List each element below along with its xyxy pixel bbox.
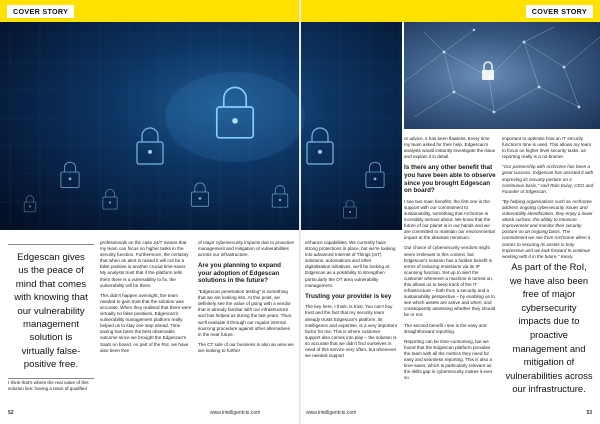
left-col4-para: enhance capabilities. We currently have strong protections in place, but we're looking into advanced Internet of Things (IoT) solutions, automations and other digitalisation initiatives, we'll be looking at Edgescan as a possibility to strengthen particularly the OT area vulnerability management. (305, 240, 396, 288)
right-col1-question: Is there any other benefit that you have been able to observe since you brought Edgescan on board? (404, 164, 496, 195)
right-footer-url-text: www.intelligentcio.com (306, 410, 357, 416)
padlock-icon (344, 200, 357, 218)
left-col2-para: This didn't happen overnight, the team needed to gain trust that the solution was accurate. When they realised that there were virtually no false positives, Edgescan's vulnerability management platform really helped us to stay one step ahead. Time saving has been the best observable outcome since we brought the Edgescan's SaaS on board. As part of the RoI, we have also been free (100, 292, 192, 353)
hero-glow (165, 72, 305, 162)
right-col2-quote: "Our partnership with Archrome has been a great success. Edgescan has assisted it with improving its security posture on a continuous basis," said Rain Kuivy, CEO and Founder of Edgescan. (502, 164, 594, 194)
right-col1-para: I see two main benefits; the first one is the support with our commitment to sustainability, something that Archrome is incredibly serious about. We know that the future of our planet is in our hands and we are committed to maintain our environmental impact at the absolute minimum. (404, 198, 495, 241)
left-col3-question: Are you planning to expand your adoption of Edgescan solutions in the future? (198, 262, 281, 285)
padlock-icon (192, 183, 209, 206)
left-footer (8, 410, 14, 416)
padlock-icon (103, 189, 117, 209)
left-col1-tail (8, 380, 94, 396)
padlock-icon (366, 162, 384, 187)
right-footer (586, 410, 592, 416)
right-pull-quote: As part of the RoI, we have also been free of major cybersecurity impacts due to proactive management and mitigation of vulnerabilities across our infrastructure. (505, 261, 593, 395)
padlock-grid-image (0, 22, 402, 230)
left-col4-question: Trusting your provider is key (305, 292, 392, 300)
spread-gutter (299, 0, 301, 424)
right-col2 (502, 136, 594, 264)
left-col2 (100, 240, 192, 358)
right-col1-para: The second benefit I see is the easy and straightforward reporting. (404, 322, 487, 334)
left-col3-para: "Edgescan penetration testing" is something that we are looking into. At this point, we definitely see the value of going with a vendor that is already familiar with our infrastructure and has helped us during the last years. Thus, we'll evaluate it through our regular internal sourcing procedure against other alternatives in the near future. (198, 289, 293, 337)
network-padlock-image (404, 22, 600, 129)
left-section-tag: COVER STORY (7, 5, 74, 18)
left-col1-text: I think that's where the real value of this solution lies; having a team of qualified (8, 380, 89, 392)
left-footer-url-text: www.intelligentcio.com (210, 410, 261, 416)
left-col3 (198, 240, 294, 358)
left-col3-para: The CT side of our business is also an area we are looking to further (198, 341, 294, 353)
left-col4 (305, 240, 397, 363)
left-col4-para: The key here, I think, is trust. You can't buy trust and the fact that my security team already trusts Edgescan's platform, its intelligence and expertise, is a very important factor for me. This is where customer support also comes into play – the solution is so accurate that we didn't find ourselves in need of this service very often, but whenever we needed support (305, 304, 397, 359)
left-page-number: 52 (8, 410, 14, 416)
right-col1-para: Reporting can be time-consuming, but we found that the Edgescan platform provides the team with all the metrics they need for easy and seamless reporting. This is also a time-saver, which is particularly relevant as the skills gap in cybersecurity makes it ever so (404, 338, 493, 381)
right-page-number: 53 (586, 410, 592, 416)
right-col1-para: Our choice of cybersecurity vendors might seem irrelevant in this context, but Edgescan's solution has a hidden benefit in terms of reducing emissions via its IP scanning function. Set up to alert the customer whenever a machine is turned on, this allows us to keep track of the IT infrastructure – both from a security and a sustainability perspective – by enabling us to see which assets are active and when, and consequently assessing whether they should be or not. (404, 245, 496, 318)
right-col2-quote: "By helping organisations such as Archrome address ongoing cybersecurity issues and vulnerability identification, they enjoy a lower attack surface, the ability to measure improvement and monitor their security posture on an ongoing basis. The commitment we see from Archrome when it comes to securing its assets is truly impressive and we look forward to continue working with it in the future," Keary. (502, 198, 593, 259)
right-col2-intro: important to optimise how an IT security function's time is used. This allows my team to focus on higher level security tasks, as reporting really is a no-brainer. (502, 136, 592, 160)
left-col3-intro: of major cybersecurity impacts due to proactive management and mitigation of vulnerabilities across our infrastructure. (198, 240, 294, 258)
right-col1 (404, 136, 496, 385)
right-col1-intro: or advice, it has been flawless. Every time my team asked for their help, Edgescan's analysts would instantly investigate the issue and explain it in detail. (404, 136, 496, 160)
left-footer-url (210, 410, 260, 416)
left-pull-quote: Edgescan gives us the peace of mind that comes with knowing that our vulnerability management solution is virtually false-positive free. (8, 244, 94, 379)
right-section-tag: COVER STORY (526, 5, 593, 18)
padlock-icon (24, 196, 36, 212)
left-col2-para: professionals on the case 24/7 means that my team can focus on higher tasks in the security function. Furthermore, the certainty that when an alert is raised it will not be a false positive is another crucial time-saver. My analysts trust that if the platform tells them there is a vulnerability to fix, the vulnerability will be there. (100, 240, 189, 288)
right-footer-url (306, 410, 356, 416)
